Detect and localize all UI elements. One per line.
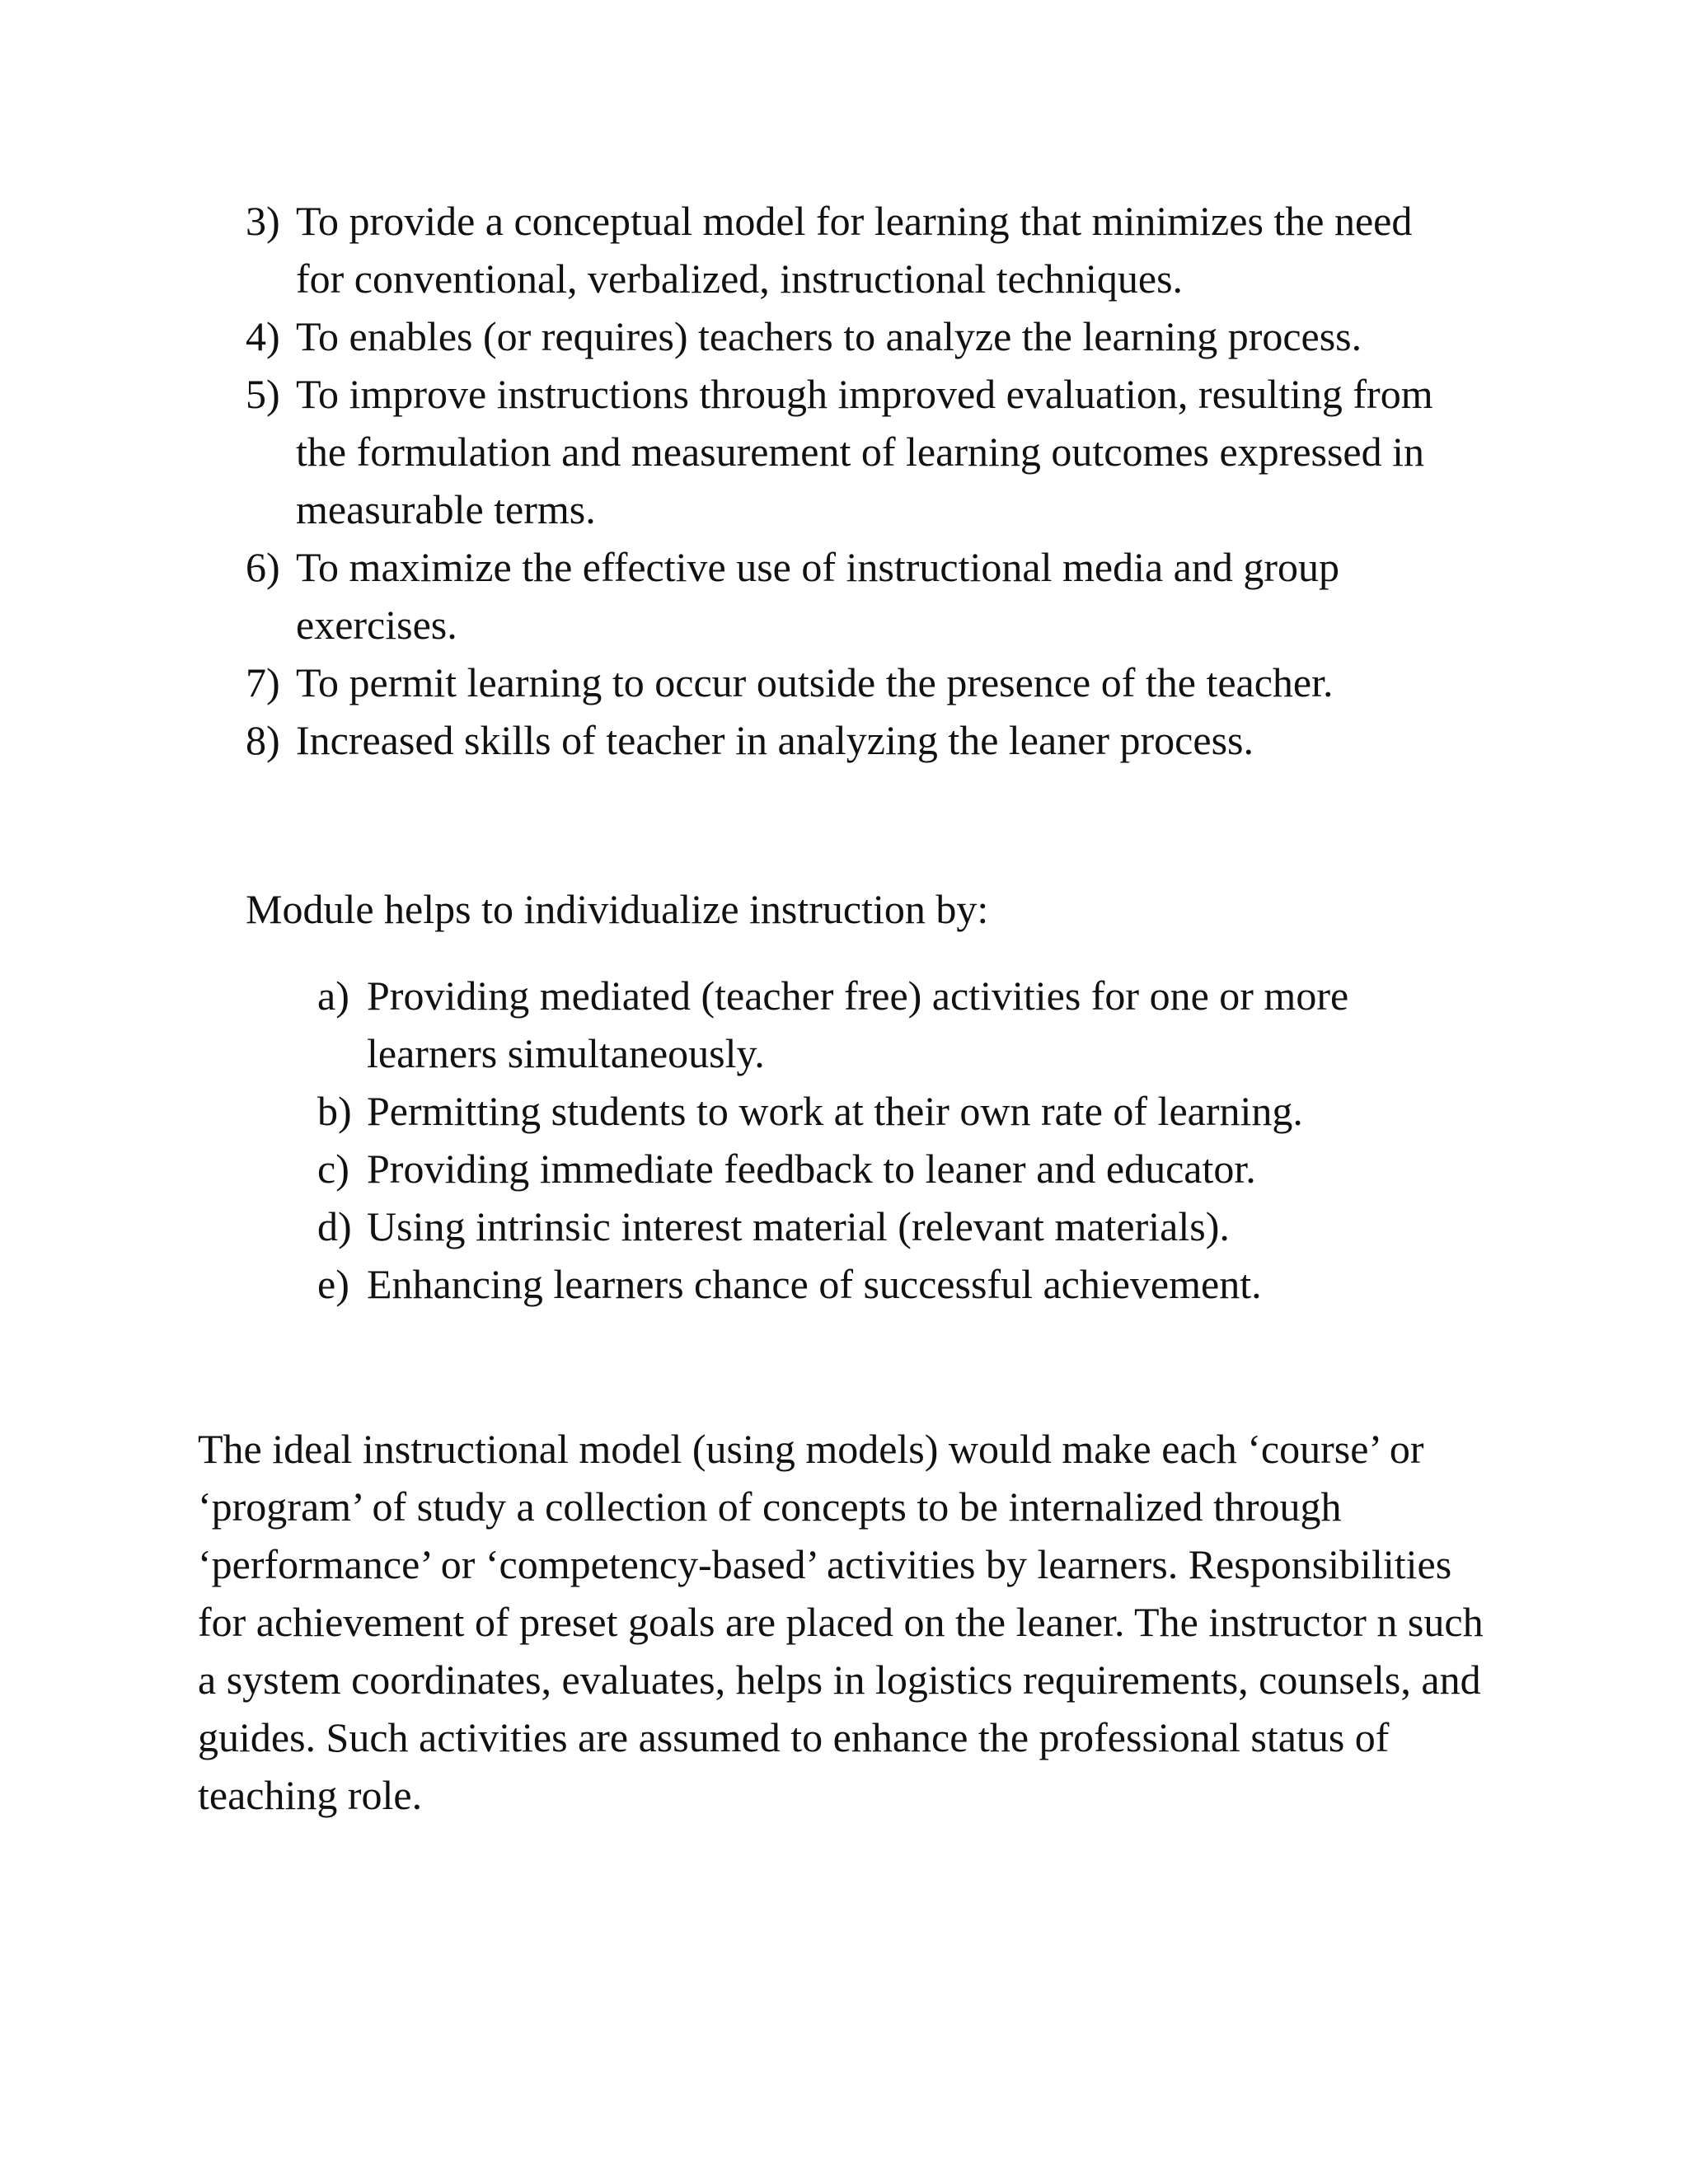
list-marker: 6) [246,544,280,590]
list-item-text: Enhancing learners chance of successful achievement. [367,1261,1262,1307]
list-item-text: Providing mediated (teacher free) activities for one or more learners simultaneously. [367,972,1349,1076]
list-item-text: To provide a conceptual model for learning that minimizes the need for conventional, verbalized, instructional techniques. [296,198,1413,302]
list-item [246,307,1449,365]
list-item [317,1140,1438,1197]
list-marker: 3) [246,198,280,244]
list-item [246,654,1449,711]
list-item [246,365,1449,538]
module-intro-text: Module helps to individualize instruction by: [246,886,989,932]
list-marker: c) [317,1146,349,1192]
objectives-list [246,192,1449,769]
list-item [246,538,1449,654]
list-item-text: Permitting students to work at their own rate of learning. [367,1088,1303,1134]
list-marker: b) [317,1088,352,1134]
list-marker: e) [317,1261,349,1307]
list-item-text: To permit learning to occur outside the presence of the teacher. [296,659,1334,705]
list-item [246,711,1449,769]
list-item-text: Increased skills of teacher in analyzing the leaner process. [296,717,1254,763]
list-marker: 8) [246,717,280,763]
list-item-text: To maximize the effective use of instructional media and group exercises. [296,544,1339,648]
list-item [246,192,1449,307]
list-marker: 5) [246,371,280,417]
list-item-text: To improve instructions through improved evaluation, resulting from the formulation and measurement of learning outcomes expressed in measurable terms. [296,371,1433,532]
list-marker: 4) [246,313,280,359]
list-item [317,1082,1438,1140]
list-item-text: Using intrinsic interest material (relevant materials). [367,1203,1230,1249]
list-item-text: Providing immediate feedback to leaner and educator. [367,1146,1256,1192]
list-item [317,967,1438,1082]
list-item [317,1197,1438,1255]
list-item [317,1255,1438,1313]
list-item-text: To enables (or requires) teachers to analyze the learning process. [296,313,1362,359]
list-marker: 7) [246,659,280,705]
list-marker: d) [317,1203,352,1249]
individualization-list [317,967,1438,1313]
instructional-model-paragraph: The ideal instructional model (using models) would make each ‘course’ or ‘program’ of study a collection of concepts to be internalized through ‘performance’ or ‘competency-based’ activities by learners. Responsibilities for achievement of preset goals are placed on the leaner. The instructor n such a system coordinates, evaluates, helps in logistics requirements, counsels, and guides. Such activities are assumed to enhance the professional status of teaching role. [198,1426,1484,1818]
list-marker: a) [317,972,349,1019]
